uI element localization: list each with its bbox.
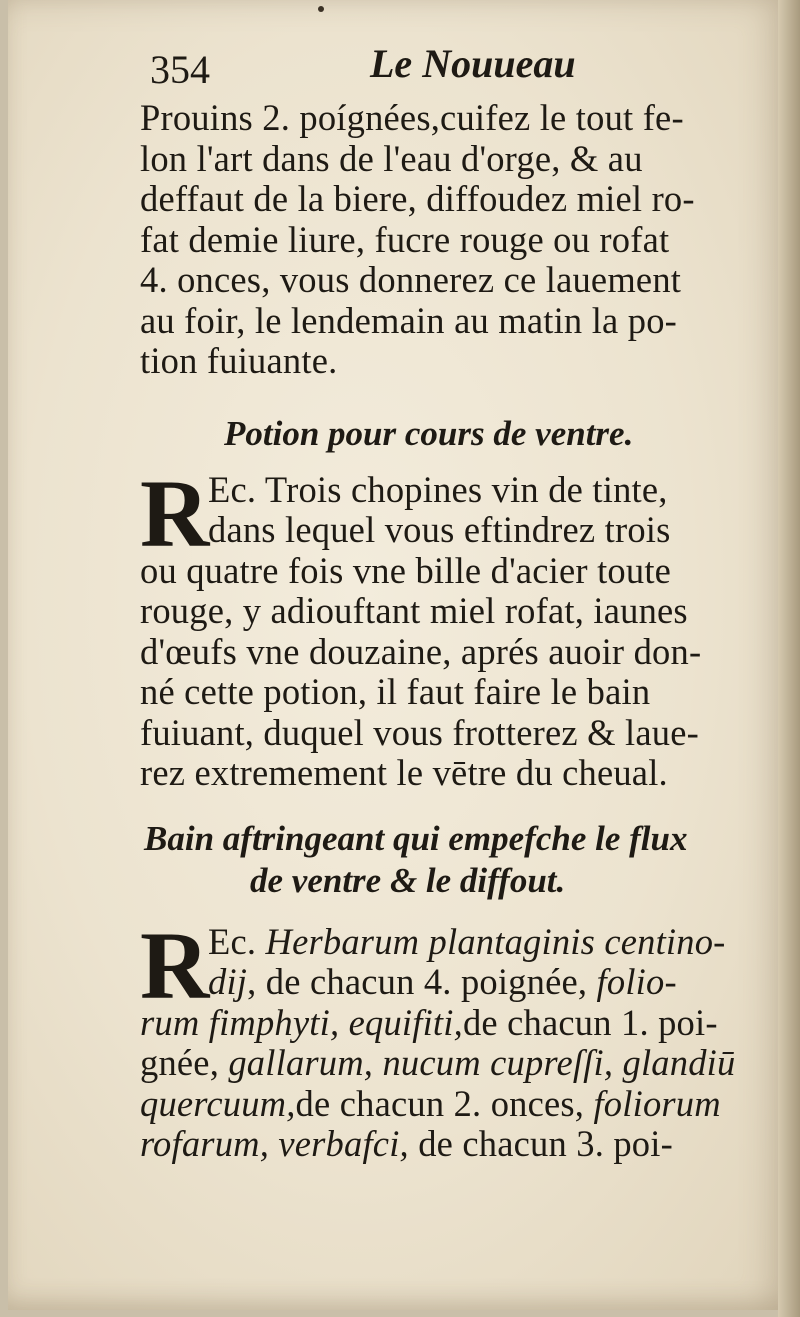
text-line: dans lequel vous eftindrez trois	[208, 509, 671, 550]
section-heading-potion: Potion pour cours de ventre.	[224, 413, 634, 453]
drop-cap: R	[140, 911, 210, 1019]
text-line: lon l'art dans de l'eau d'orge, & au	[140, 137, 643, 179]
latin-text: quercuum,	[140, 1082, 296, 1124]
ink-dot	[318, 6, 324, 12]
page-text	[140, 40, 740, 1165]
text-line: deffaut de la biere, diffoudez miel ro-	[140, 178, 695, 219]
roman-text: de chacun 2. onces,	[295, 1082, 594, 1124]
text-line: ou quatre fois vne bille d'acier toute	[140, 549, 672, 591]
text-line: Prouins 2. poígnées,cuifez le tout fe-	[140, 97, 684, 138]
section-heading-bain-cont: de ventre & le diffout.	[250, 860, 566, 900]
page-gutter	[778, 0, 800, 1317]
roman-text: de chacun 3. poi-	[408, 1123, 673, 1164]
paragraph-1	[140, 98, 740, 382]
page-header	[140, 40, 740, 98]
text-line: 4. onces, vous donnerez ce lauement	[140, 259, 682, 300]
roman-text: gnée,	[140, 1042, 229, 1083]
latin-text: foliorum	[593, 1082, 721, 1124]
text-line	[140, 1124, 740, 1165]
drop-cap: R	[140, 459, 210, 567]
latin-text: rofarum, verbafci,	[140, 1123, 409, 1164]
text-line: au foir, le lendemain au matin la po-	[140, 299, 678, 341]
roman-text: de chacun 1. poi-	[462, 1001, 718, 1043]
text-line: Ec. Trois chopines vin de tinte,	[208, 468, 668, 510]
paragraph-2	[140, 459, 740, 794]
page-number: 354	[150, 47, 210, 92]
text-line	[140, 1084, 740, 1125]
latin-text: gallarum, nucum cupreſſi, glandiū	[228, 1042, 736, 1083]
roman-text: Ec.	[208, 920, 266, 962]
latin-text: folio-	[596, 961, 677, 1002]
paragraph-3	[140, 911, 740, 1165]
text-line	[140, 1003, 740, 1044]
text-line: rouge, y adiouftant miel rofat, iaunes	[140, 590, 688, 631]
text-line: fuiuant, duquel vous frotterez & laue-	[140, 711, 699, 753]
text-line: d'œufs vne douzaine, aprés auoir don-	[140, 630, 702, 672]
roman-text: , de chacun 4. poignée,	[247, 961, 597, 1002]
text-line	[140, 962, 740, 1003]
latin-text: dij	[208, 961, 248, 1002]
latin-text: rum fimphyti, equifiti,	[140, 1001, 463, 1043]
text-line: rez extremement le vētre du cheual.	[140, 752, 668, 793]
latin-text: Herbarum plantaginis centino-	[265, 920, 726, 962]
running-title: Le Nouueau	[370, 41, 576, 86]
section-heading-bain: Bain aftringeant qui empefche le flux	[144, 818, 688, 858]
text-line: né cette potion, il faut faire le bain	[140, 671, 651, 712]
text-line: tion fuiuante.	[140, 340, 338, 381]
text-line	[140, 922, 740, 963]
text-line: fat demie liure, fucre rouge ou rofat	[140, 218, 670, 260]
text-line	[140, 1043, 740, 1084]
